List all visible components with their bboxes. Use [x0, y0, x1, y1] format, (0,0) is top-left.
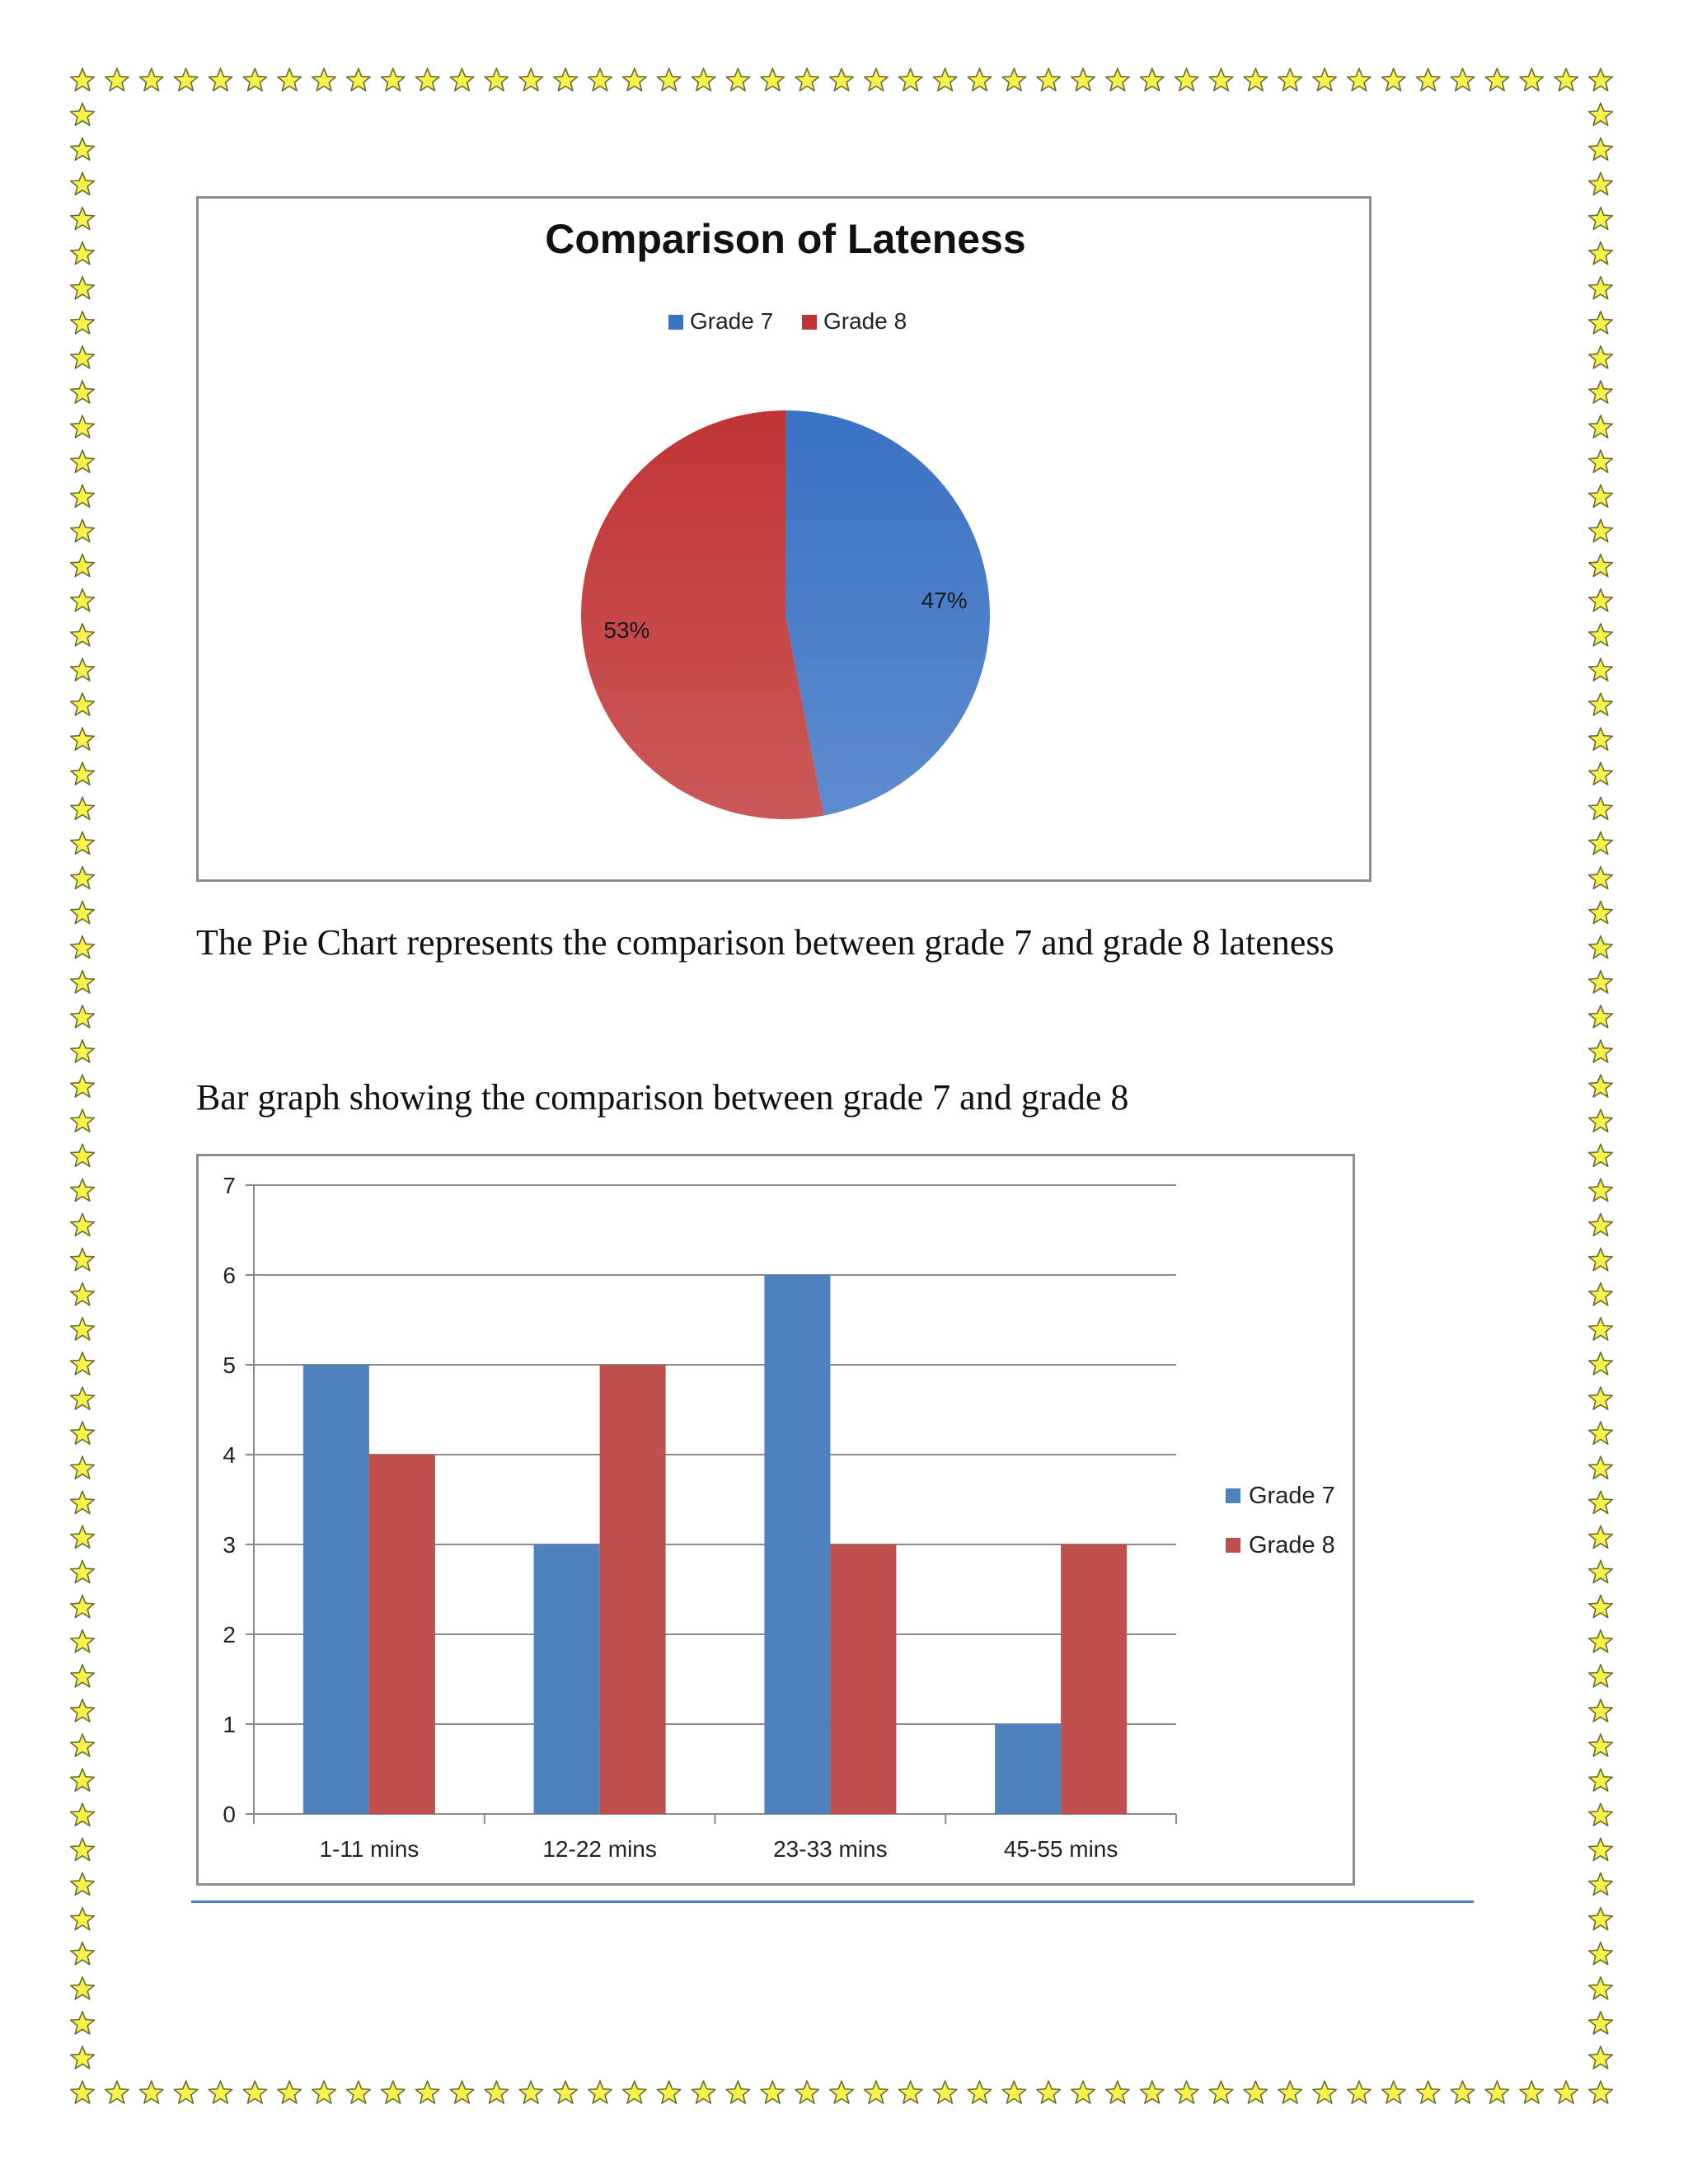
x-tick-label: 12-22 mins: [542, 1836, 657, 1862]
star-icon: [71, 1630, 95, 1652]
star-icon: [1589, 1769, 1613, 1791]
pie-chart: [199, 199, 1369, 879]
star-icon: [899, 68, 923, 91]
star-icon: [209, 2081, 232, 2103]
star-icon: [174, 68, 198, 91]
star-icon: [865, 68, 889, 91]
star-icon: [1278, 2081, 1302, 2103]
star-icon: [554, 68, 578, 91]
legend-swatch-2: [1226, 1538, 1240, 1553]
star-icon: [1589, 797, 1613, 819]
star-icon: [71, 1005, 95, 1028]
star-icon: [761, 68, 785, 91]
legend-swatch-2: [802, 315, 817, 330]
bar-1-4: [995, 1724, 1061, 1814]
star-icon: [71, 277, 95, 299]
star-icon: [1589, 1249, 1613, 1271]
star-icon: [1554, 2081, 1578, 2103]
star-icon: [1520, 2081, 1544, 2103]
bar-2-2: [600, 1365, 666, 1814]
y-tick-label: 3: [223, 1532, 236, 1558]
star-icon: [71, 2012, 95, 2034]
star-icon: [1209, 68, 1233, 91]
star-icon: [1209, 2081, 1233, 2103]
star-icon: [1589, 693, 1613, 715]
star-icon: [933, 68, 957, 91]
bar-1-3: [764, 1275, 830, 1814]
y-tick-label: 5: [223, 1352, 236, 1378]
star-icon: [71, 624, 95, 646]
star-icon: [1589, 1387, 1613, 1409]
star-icon: [1002, 2081, 1026, 2103]
star-icon: [71, 1838, 95, 1860]
legend-swatch-1: [668, 315, 683, 330]
star-icon: [71, 1387, 95, 1409]
star-icon: [1175, 68, 1198, 91]
star-icon: [1451, 2081, 1475, 2103]
star-icon: [1589, 1526, 1613, 1548]
star-icon: [1589, 1040, 1613, 1062]
star-icon: [1037, 68, 1061, 91]
star-icon: [71, 589, 95, 612]
star-icon: [1589, 1596, 1613, 1618]
star-icon: [968, 2081, 992, 2103]
legend-label-1: Grade 7: [1249, 1483, 1335, 1509]
bar-chart: [199, 1156, 1353, 1883]
star-icon: [623, 68, 647, 91]
star-icon: [1554, 68, 1578, 91]
star-icon: [71, 866, 95, 888]
star-icon: [71, 1560, 95, 1582]
bar-1-2: [534, 1544, 600, 1814]
star-icon: [726, 68, 750, 91]
star-icon: [519, 68, 543, 91]
star-icon: [71, 1943, 95, 1965]
star-icon: [71, 103, 95, 125]
y-tick-label: 0: [223, 1802, 236, 1827]
star-icon: [243, 68, 267, 91]
star-icon: [1589, 1109, 1613, 1132]
star-icon: [1589, 1075, 1613, 1097]
star-icon: [899, 2081, 923, 2103]
star-icon: [140, 68, 164, 91]
star-icon: [71, 728, 95, 750]
star-icon: [1589, 1908, 1613, 1930]
star-icon: [1589, 103, 1613, 125]
star-icon: [71, 1596, 95, 1618]
star-icon: [312, 2081, 336, 2103]
star-icon: [1589, 1352, 1613, 1375]
star-icon: [1589, 312, 1613, 334]
star-icon: [1071, 2081, 1095, 2103]
star-icon: [71, 1213, 95, 1235]
star-icon: [71, 1526, 95, 1548]
star-icon: [1037, 2081, 1061, 2103]
star-icon: [71, 971, 95, 993]
star-icon: [71, 207, 95, 229]
star-icon: [554, 2081, 578, 2103]
star-icon: [1278, 68, 1302, 91]
star-icon: [1416, 68, 1440, 91]
star-icon: [382, 2081, 406, 2103]
star-icon: [1589, 2012, 1613, 2034]
star-icon: [692, 2081, 715, 2103]
legend-label-2: Grade 8: [823, 308, 907, 334]
star-icon: [71, 693, 95, 715]
star-icon: [830, 2081, 854, 2103]
star-icon: [71, 68, 95, 91]
star-icon: [1589, 242, 1613, 265]
y-tick-label: 6: [223, 1263, 236, 1288]
star-icon: [1589, 554, 1613, 576]
pie-chart-caption: The Pie Chart represents the comparison between grade 7 and grade 8 lateness: [196, 922, 1334, 963]
star-icon: [968, 68, 992, 91]
star-icon: [1589, 762, 1613, 785]
star-icon: [71, 1908, 95, 1930]
star-icon: [71, 172, 95, 194]
star-icon: [1589, 1872, 1613, 1895]
star-icon: [1589, 207, 1613, 229]
star-icon: [1106, 2081, 1130, 2103]
star-icon: [1589, 1630, 1613, 1652]
star-icon: [71, 832, 95, 854]
star-icon: [1589, 1838, 1613, 1860]
star-icon: [1348, 2081, 1372, 2103]
star-icon: [71, 554, 95, 576]
y-tick-label: 4: [223, 1442, 236, 1468]
y-tick-label: 1: [223, 1712, 236, 1737]
star-icon: [347, 68, 371, 91]
star-icon: [1348, 68, 1372, 91]
star-icon: [71, 242, 95, 265]
star-icon: [71, 1734, 95, 1756]
star-icon: [1589, 1456, 1613, 1479]
star-icon: [71, 1977, 95, 1999]
star-icon: [726, 2081, 750, 2103]
star-icon: [71, 1075, 95, 1097]
star-icon: [865, 2081, 889, 2103]
star-icon: [1589, 1665, 1613, 1687]
star-icon: [106, 2081, 129, 2103]
star-icon: [657, 68, 681, 91]
star-icon: [1589, 589, 1613, 612]
star-icon: [71, 1040, 95, 1062]
star-icon: [1589, 624, 1613, 646]
star-icon: [71, 936, 95, 958]
star-icon: [1589, 658, 1613, 681]
star-icon: [450, 2081, 474, 2103]
star-icon: [1589, 346, 1613, 368]
star-icon: [485, 2081, 509, 2103]
star-icon: [1589, 1318, 1613, 1340]
star-icon: [71, 1491, 95, 1513]
star-icon: [71, 415, 95, 438]
star-icon: [1382, 2081, 1406, 2103]
star-icon: [71, 138, 95, 160]
star-icon: [174, 2081, 198, 2103]
y-tick-label: 2: [223, 1622, 236, 1647]
star-icon: [71, 1803, 95, 1825]
star-icon: [1416, 2081, 1440, 2103]
star-icon: [450, 68, 474, 91]
x-tick-label: 1-11 mins: [319, 1836, 420, 1862]
star-icon: [71, 1179, 95, 1201]
star-icon: [623, 2081, 647, 2103]
star-icon: [1244, 68, 1268, 91]
star-icon: [1485, 2081, 1509, 2103]
star-icon: [1589, 138, 1613, 160]
x-tick-label: 23-33 mins: [773, 1836, 888, 1862]
star-icon: [1589, 1560, 1613, 1582]
star-icon: [1589, 1283, 1613, 1305]
bar-2-3: [830, 1544, 896, 1814]
pie-chart-title: Comparison of Lateness: [545, 216, 1026, 262]
star-icon: [1313, 68, 1337, 91]
star-icon: [347, 2081, 371, 2103]
star-icon: [243, 2081, 267, 2103]
star-icon: [71, 1769, 95, 1791]
star-icon: [71, 346, 95, 368]
star-icon: [415, 68, 439, 91]
legend-swatch-1: [1226, 1488, 1240, 1503]
star-icon: [71, 1352, 95, 1375]
star-icon: [278, 68, 302, 91]
star-icon: [1589, 902, 1613, 924]
star-icon: [1589, 519, 1613, 541]
star-icon: [1589, 277, 1613, 299]
star-icon: [1589, 1422, 1613, 1444]
star-icon: [71, 1456, 95, 1479]
star-icon: [1589, 1491, 1613, 1513]
star-icon: [1244, 2081, 1268, 2103]
star-icon: [71, 450, 95, 472]
star-icon: [1589, 68, 1613, 91]
star-icon: [71, 1699, 95, 1722]
bar-1-1: [303, 1365, 369, 1814]
star-icon: [933, 2081, 957, 2103]
star-icon: [1589, 1943, 1613, 1965]
star-icon: [71, 1249, 95, 1271]
star-icon: [795, 68, 819, 91]
star-icon: [1451, 68, 1475, 91]
star-icon: [1589, 1977, 1613, 1999]
star-icon: [1589, 450, 1613, 472]
star-icon: [1589, 2046, 1613, 2069]
legend-label-2: Grade 8: [1249, 1532, 1335, 1558]
pie-chart-panel: [196, 196, 1372, 882]
star-icon: [382, 68, 406, 91]
star-icon: [71, 519, 95, 541]
star-icon: [1141, 2081, 1165, 2103]
pie-slice-label-1: 47%: [921, 587, 968, 613]
bar-chart-caption: Bar graph showing the comparison between grade 7 and grade 8: [196, 1077, 1129, 1118]
star-icon: [209, 68, 232, 91]
star-icon: [830, 68, 854, 91]
star-icon: [1589, 172, 1613, 194]
star-icon: [71, 485, 95, 507]
star-icon: [761, 2081, 785, 2103]
star-icon: [1141, 68, 1165, 91]
star-icon: [1589, 971, 1613, 993]
star-icon: [1589, 1803, 1613, 1825]
star-icon: [1589, 1734, 1613, 1756]
star-icon: [71, 902, 95, 924]
star-icon: [1106, 68, 1130, 91]
star-icon: [1485, 68, 1509, 91]
star-icon: [1589, 485, 1613, 507]
bar-2-4: [1061, 1544, 1127, 1814]
star-icon: [71, 2081, 95, 2103]
star-icon: [588, 2081, 612, 2103]
star-icon: [1589, 728, 1613, 750]
star-icon: [71, 1665, 95, 1687]
star-icon: [71, 1144, 95, 1166]
star-icon: [1589, 1179, 1613, 1201]
star-icon: [71, 1109, 95, 1132]
star-icon: [519, 2081, 543, 2103]
star-icon: [1382, 68, 1406, 91]
star-icon: [106, 68, 129, 91]
star-icon: [795, 2081, 819, 2103]
star-icon: [1175, 2081, 1198, 2103]
legend-label-1: Grade 7: [690, 308, 774, 334]
star-icon: [312, 68, 336, 91]
star-icon: [1589, 936, 1613, 958]
x-tick-label: 45-55 mins: [1003, 1836, 1118, 1862]
star-icon: [71, 1283, 95, 1305]
star-icon: [1071, 68, 1095, 91]
star-icon: [1520, 68, 1544, 91]
bar-chart-panel: [196, 1154, 1355, 1886]
star-icon: [1589, 2081, 1613, 2103]
star-icon: [657, 2081, 681, 2103]
star-icon: [1589, 866, 1613, 888]
star-icon: [1589, 415, 1613, 438]
star-icon: [278, 2081, 302, 2103]
star-icon: [485, 68, 509, 91]
star-icon: [71, 2046, 95, 2069]
star-icon: [71, 1422, 95, 1444]
star-icon: [71, 381, 95, 403]
star-icon: [140, 2081, 164, 2103]
star-icon: [588, 68, 612, 91]
star-icon: [415, 2081, 439, 2103]
star-icon: [1589, 1699, 1613, 1722]
star-icon: [1313, 2081, 1337, 2103]
horizontal-rule: [191, 1900, 1474, 1903]
bar-2-1: [369, 1455, 435, 1814]
star-icon: [71, 1318, 95, 1340]
star-icon: [1589, 1005, 1613, 1028]
pie-slice-label-2: 53%: [603, 617, 650, 644]
star-icon: [71, 797, 95, 819]
star-icon: [1589, 381, 1613, 403]
star-icon: [1589, 832, 1613, 854]
star-icon: [692, 68, 715, 91]
star-icon: [1589, 1213, 1613, 1235]
star-icon: [1589, 1144, 1613, 1166]
star-icon: [1002, 68, 1026, 91]
y-tick-label: 7: [223, 1173, 236, 1198]
star-icon: [71, 658, 95, 681]
star-icon: [71, 312, 95, 334]
star-icon: [71, 1872, 95, 1895]
star-icon: [71, 762, 95, 785]
